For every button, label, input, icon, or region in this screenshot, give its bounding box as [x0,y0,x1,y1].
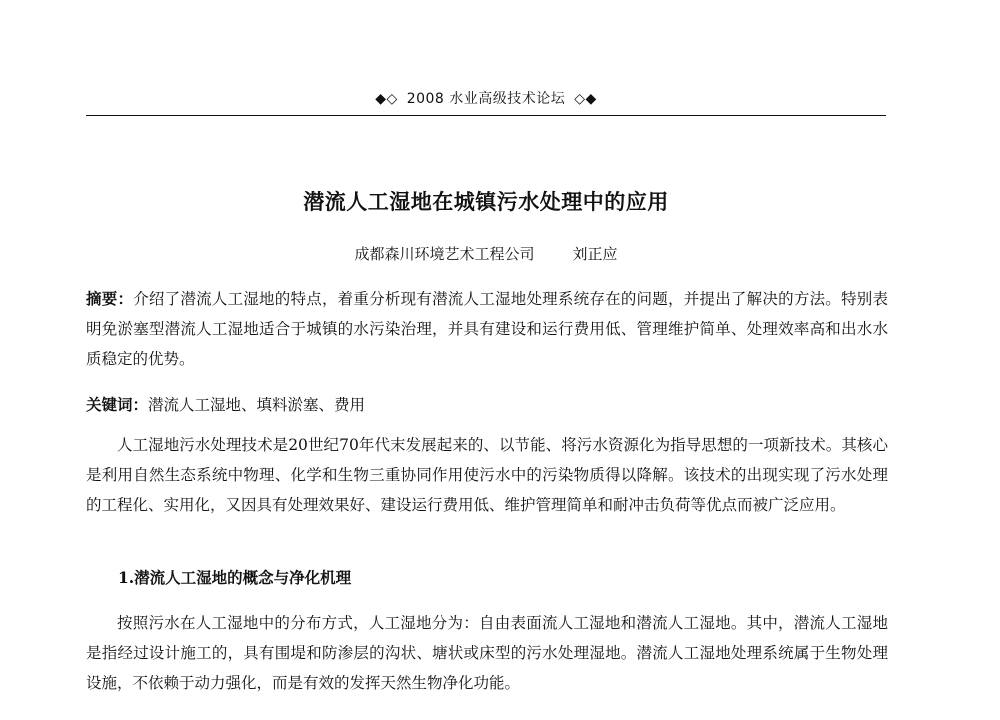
keywords-label: 关键词： [86,395,149,414]
intro-paragraph: 人工湿地污水处理技术是20世纪70年代末发展起来的、以节能、将污水资源化为指导思想的一项新技术。其核心是利用自然生态系统中物理、化学和生物三重协同作用使污水中的污染物质得以降解。该技术的出现实现了污水处理的工程化、实用化，又因具有处理效果好、建设运行费用低、维护管理简单和耐冲击负荷等优点而被广泛应用。 [86,436,888,514]
running-header-text: 2008 水业高级技术论坛 [406,91,566,107]
abstract-text: 介绍了潜流人工湿地的特点，着重分析现有潜流人工湿地处理系统存在的问题，并提出了解决的方法。特别表明免淤塞型潜流人工湿地适合于城镇的水污染治理，并具有建设和运行费用低、管理维护简单、处理效率高和出水水质稳定的优势。 [86,290,888,368]
abstract [86,284,888,374]
section-paragraph: 按照污水在人工湿地中的分布方式，人工湿地分为：自由表面流人工湿地和潜流人工湿地。其中，潜流人工湿地是指经过设计施工的，具有围堤和防渗层的沟状、塘状或床型的污水处理湿地。潜流人工湿地处理系统属于生物处理设施，不依赖于动力强化，而是有效的发挥天然生物净化功能。 [86,614,888,692]
keywords [86,390,888,420]
author-name: 刘正应 [572,245,618,263]
paper-title: 潜流人工湿地在城镇污水处理中的应用 [303,189,669,215]
running-header [86,88,886,108]
section-heading: 1.潜流人工湿地的概念与净化机理 [118,568,352,587]
header-rule [86,115,886,116]
abstract-label: 摘要： [86,289,134,308]
diamond-ornament-right-icon: ◇◆ [574,91,597,107]
byline [86,243,886,264]
keywords-text: 潜流人工湿地、填料淤塞、费用 [148,396,366,414]
diamond-ornament-left-icon: ◆◇ [375,91,398,107]
author-affiliation: 成都森川环境艺术工程公司 [354,245,535,263]
